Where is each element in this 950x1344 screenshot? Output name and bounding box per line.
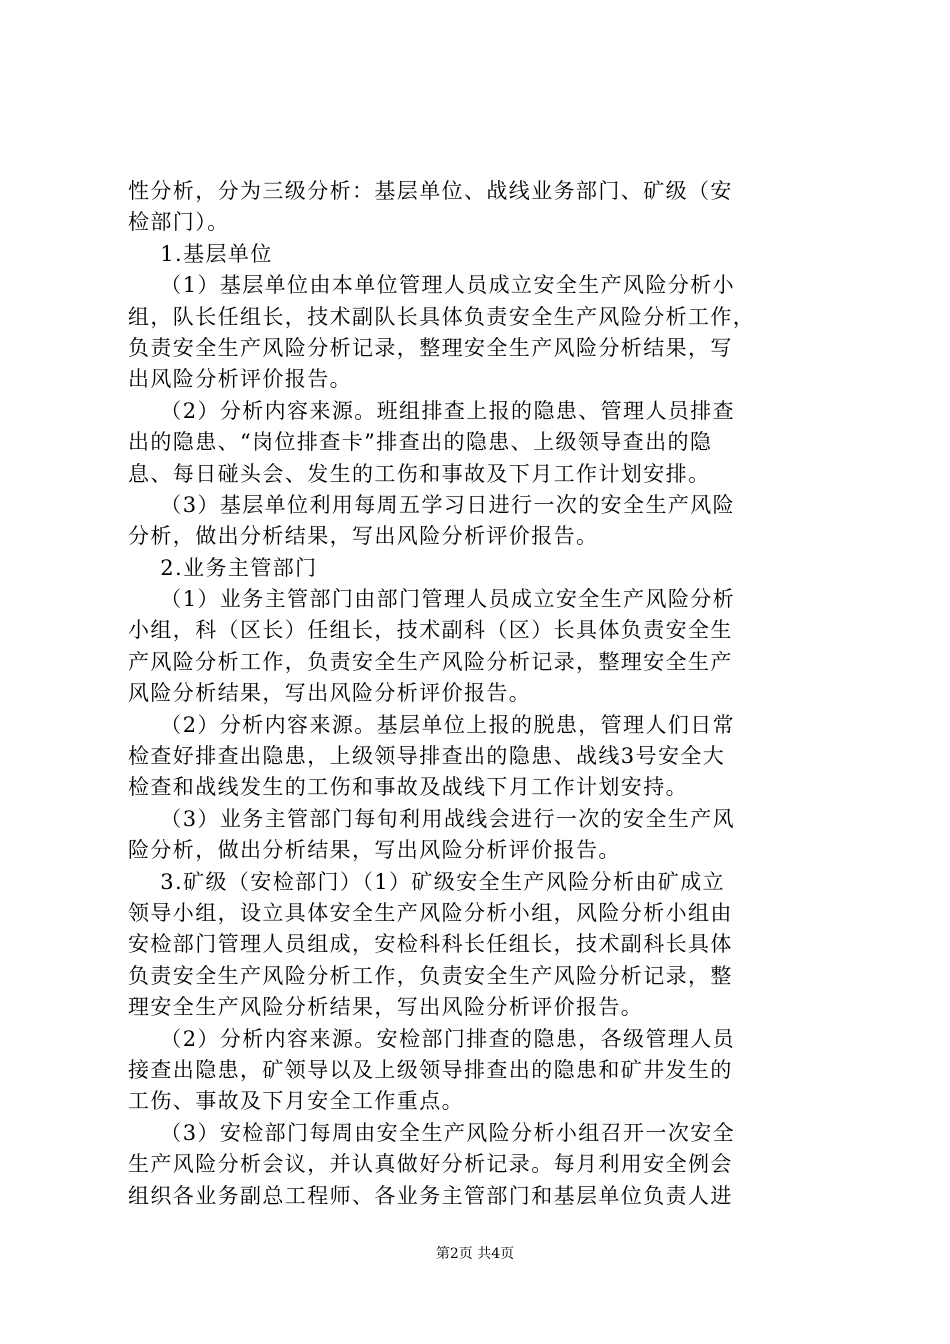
text-line: 检查和战线发生的工伤和事故及战线下月工作计划安持。 — [128, 775, 688, 800]
text-line: 理安全生产风险分析结果，写出风险分析评价报告。 — [128, 995, 644, 1020]
text-line: （2）分析内容来源。基层单位上报的脱患，管理人们日常 — [128, 712, 736, 737]
text-line: （1）基层单位由本单位管理人员成立安全生产风险分析小 — [128, 273, 736, 298]
text-line: 检查好排查出隐患，上级领导排查出的隐患、战线3号安全大 — [128, 744, 726, 769]
section-heading: 1.基层单位 — [128, 241, 273, 266]
text-line: 出风险分析评价报告。 — [128, 367, 352, 392]
text-line: 负责安全生产风险分析工作，负责安全生产风险分析记录，整 — [128, 963, 733, 988]
document-body — [128, 176, 828, 1212]
section-heading: 2.业务主管部门 — [128, 555, 318, 580]
text-line: （1）业务主管部门由部门管理人员成立安全生产风险分析 — [128, 587, 736, 612]
text-line: （3）业务主管部门每旬利用战线会进行一次的安全生产风 — [128, 806, 736, 831]
text-line: 组，队长任组长，技术副队长具体负责安全生产风险分析工作， — [128, 304, 756, 329]
text-line: （2）分析内容来源。班组排查上报的隐患、管理人员排查 — [128, 398, 736, 423]
text-line: 性分析，分为三级分析：基层单位、战线业务部门、矿级（安 — [128, 179, 733, 203]
text-line: （3）安检部门每周由安全生产风险分析小组召开一次安全 — [128, 1120, 736, 1145]
text-line: 负责安全生产风险分析记录，整理安全生产风险分析结果，写 — [128, 335, 733, 360]
text-line: 组织各业务副总工程师、各业务主管部门和基层单位负责人进 — [128, 1183, 733, 1208]
text-line: 检部门）。 — [128, 210, 230, 235]
text-line: 接查出隐患，矿领导以及上级领导排查出的隐患和矿井发生的 — [128, 1057, 733, 1082]
text-line: 分析，做出分析结果，写出风险分析评价报告。 — [128, 524, 599, 549]
text-line: 险分析，做出分析结果，写出风险分析评价报告。 — [128, 838, 621, 863]
page-number-footer: 第2页 共4页 — [435, 1246, 515, 1262]
text-line: 安检部门管理人员组成，安检科科长任组长，技术副科长具体 — [128, 932, 733, 957]
text-line: （3）基层单位利用每周五学习日进行一次的安全生产风险 — [128, 492, 736, 517]
text-line: 小组，科（区长）任组长，技术副科（区）长具体负责安全生 — [128, 618, 733, 643]
text-line: 工伤、事故及下月安全工作重点。 — [128, 1089, 464, 1114]
text-line: 产风险分析工作，负责安全生产风险分析记录，整理安全生产 — [128, 649, 733, 674]
text-line: 息、每日碰头会、发生的工伤和事故及下月工作计划安排。 — [128, 461, 711, 486]
text-line: 生产风险分析会议，并认真做好分析记录。每月利用安全例会 — [128, 1152, 733, 1177]
text-line: 领导小组，设立具体安全生产风险分析小组，风险分析小组由 — [128, 900, 733, 925]
text-line: 出的隐患、“岗位排查卡”排查出的隐患、上级领导查出的隐 — [128, 430, 713, 455]
text-line: 风险分析结果，写出风险分析评价报告。 — [128, 681, 532, 706]
text-line: （2）分析内容来源。安检部门排查的隐患，各级管理人员 — [128, 1026, 736, 1051]
section-heading: 3.矿级（安检部门）（1）矿级安全生产风险分析由矿成立 — [128, 869, 725, 894]
